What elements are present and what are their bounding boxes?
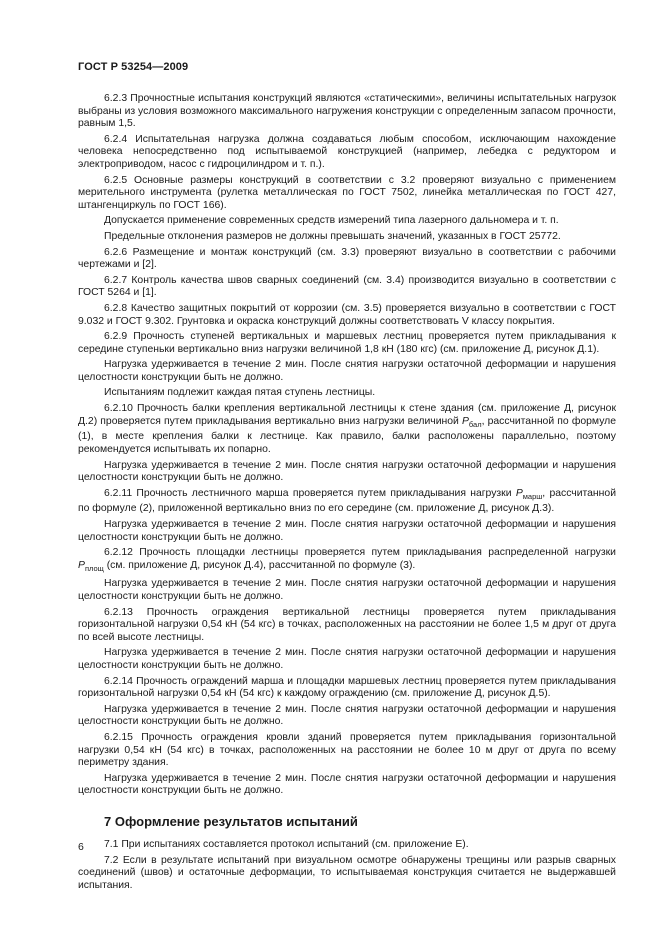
paragraph-hold-note: Нагрузка удерживается в течение 2 мин. После снятия нагрузки остаточной деформации и нарушения целостности конструкции быть не должно. (78, 459, 616, 484)
formula-symbol: P (78, 559, 85, 571)
text-run: , рассчитанной по формуле (2), приложенной вертикально вниз по его середине (см. приложение Д, рисунок Д.3). (78, 487, 616, 515)
formula-symbol: P (515, 487, 523, 499)
paragraph-6-2-7: 6.2.7 Контроль качества швов сварных соединений (см. 3.4) производится визуально в соответствии с ГОСТ 5264 и [1]. (78, 274, 616, 299)
paragraph-6-2-10 (78, 403, 616, 456)
formula-subscript: бал (468, 419, 482, 429)
document-header: ГОСТ Р 53254—2009 (78, 61, 189, 73)
paragraph-hold-note: Нагрузка удерживается в течение 2 мин. После снятия нагрузки остаточной деформации и нарушения целостности конструкции быть не должно. (78, 518, 616, 543)
text-run: 6.2.11 Прочность лестничного марша проверяется путем прикладывания нагрузки (104, 487, 516, 499)
page-number: 6 (78, 841, 84, 853)
paragraph-6-2-6: 6.2.6 Размещение и монтаж конструкций (см. 3.3) проверяют визуально в соответствии с рабочими чертежами и [2]. (78, 246, 616, 271)
paragraph-every-fifth-step: Испытаниям подлежит каждая пятая ступень лестницы. (104, 387, 376, 399)
paragraph-6-2-13: 6.2.13 Прочность ограждения вертикальной лестницы проверяется путем прикладывания горизонтальной нагрузки 0,54 кН (54 кгс) в точках, расположенных на расстоянии не более 1,5 м друг от друга по всей высоте лестницы. (78, 606, 616, 643)
paragraph-tolerance-note: Предельные отклонения размеров не должны превышать значений, указанных в ГОСТ 25772. (104, 230, 561, 242)
text-run: 6.2.10 Прочность балки крепления вертикальной лестницы к стене здания (см. приложение Д, рисунок Д.2) проверяется путем прикладывания вертикально вниз нагрузки величиной (78, 403, 616, 427)
paragraph-6-2-15: 6.2.15 Прочность ограждения кровли зданий проверяется путем прикладывания горизонтальной нагрузки 0,54 кН (54 кгс) в точках, расположенных на расстоянии не более 10 м друг от друга по всему периметру здания. (78, 731, 616, 769)
paragraph-7-1: 7.1 При испытаниях составляется протокол испытаний (см. приложение Е). (104, 838, 469, 850)
paragraph-6-2-8: 6.2.8 Качество защитных покрытий от коррозии (см. 3.5) проверяется визуально в соответствии с ГОСТ 9.032 и ГОСТ 9.302. Грунтовка и окраска конструкций должны соответствовать V классу покрытия. (78, 302, 616, 327)
text-run: 6.2.12 Прочность площадки лестницы проверяется путем прикладывания распределенной нагрузки (104, 547, 616, 559)
section-7-title: 7 Оформление результатов испытаний (104, 813, 358, 829)
paragraph-6-2-9: 6.2.9 Прочность ступеней вертикальных и маршевых лестниц проверяется путем прикладывания к середине ступеньки вертикально вниз нагрузки величиной 1,8 кН (180 кгс) (см. приложение Д, рисунок Д.1). (78, 331, 616, 355)
paragraph-hold-note: Нагрузка удерживается в течение 2 мин. После снятия нагрузки остаточной деформации и нарушения целостности конструкции быть не должно. (78, 772, 616, 797)
paragraph-6-2-12 (78, 547, 616, 575)
formula-subscript: марш (522, 491, 543, 501)
document-body (78, 93, 616, 895)
paragraph-6-2-11 (78, 488, 616, 516)
paragraph-6-2-5: 6.2.5 Основные размеры конструкций в соответствии с 3.2 проверяют визуально с применением мерительного инструмента (рулетка металлическая по ГОСТ 7502, линейка металлическая по ГОСТ 427, штангенциркуль по ГОСТ 166). (78, 174, 616, 211)
paragraph-hold-note: Нагрузка удерживается в течение 2 мин. После снятия нагрузки остаточной деформации и нарушения целостности конструкции быть не должно. (78, 359, 616, 383)
paragraph-6-2-3: 6.2.3 Прочностные испытания конструкций являются «статическими», величины испытательных нагрузок выбраны из условия возможного максимального нагружения конструкции с определенным запасом прочности, равным 1,5. (78, 93, 616, 130)
paragraph-6-2-4: 6.2.4 Испытательная нагрузка должна создаваться любым способом, исключающим нахождение человека непосредственно под испытываемой конструкцией (например, лебедка с редуктором и электроприводом, насос с гидроцилиндром и т. п.). (78, 133, 616, 170)
formula-subscript: площ (84, 563, 104, 573)
paragraph-hold-note: Нагрузка удерживается в течение 2 мин. После снятия нагрузки остаточной деформации и нарушения целостности конструкции быть не должно. (78, 578, 616, 603)
paragraph-6-2-14: 6.2.14 Прочность ограждений марша и площадки маршевых лестниц проверяется путем прикладывания горизонтальной нагрузки 0,54 кН (54 кгс) к каждому ограждению (см. приложение Д, рисунок Д.5). (78, 675, 616, 700)
paragraph-hold-note: Нагрузка удерживается в течение 2 мин. После снятия нагрузки остаточной деформации и нарушения целостности конструкции быть не должно. (78, 647, 616, 671)
text-run: , рассчитанной по формуле (1), в месте крепления балки к лестнице. Как правило, балки расположены параллельно, поэтому рекомендуется испытывать их попарно. (78, 415, 616, 455)
paragraph-laser-note: Допускается применение современных средств измерений типа лазерного дальномера и т. п. (104, 215, 559, 227)
formula-symbol: P (461, 415, 469, 427)
paragraph-7-2: 7.2 Если в результате испытаний при визуальном осмотре обнаружены трещины или разрыв сварных соединений (швов) и остаточные деформации, то испытываемая конструкция считается не выдержавшей испытания. (78, 854, 616, 891)
text-run: (см. приложение Д, рисунок Д.4), рассчитанной по формуле (3). (103, 559, 416, 571)
paragraph-hold-note: Нагрузка удерживается в течение 2 мин. После снятия нагрузки остаточной деформации и нарушения целостности конструкции быть не должно. (78, 703, 616, 728)
